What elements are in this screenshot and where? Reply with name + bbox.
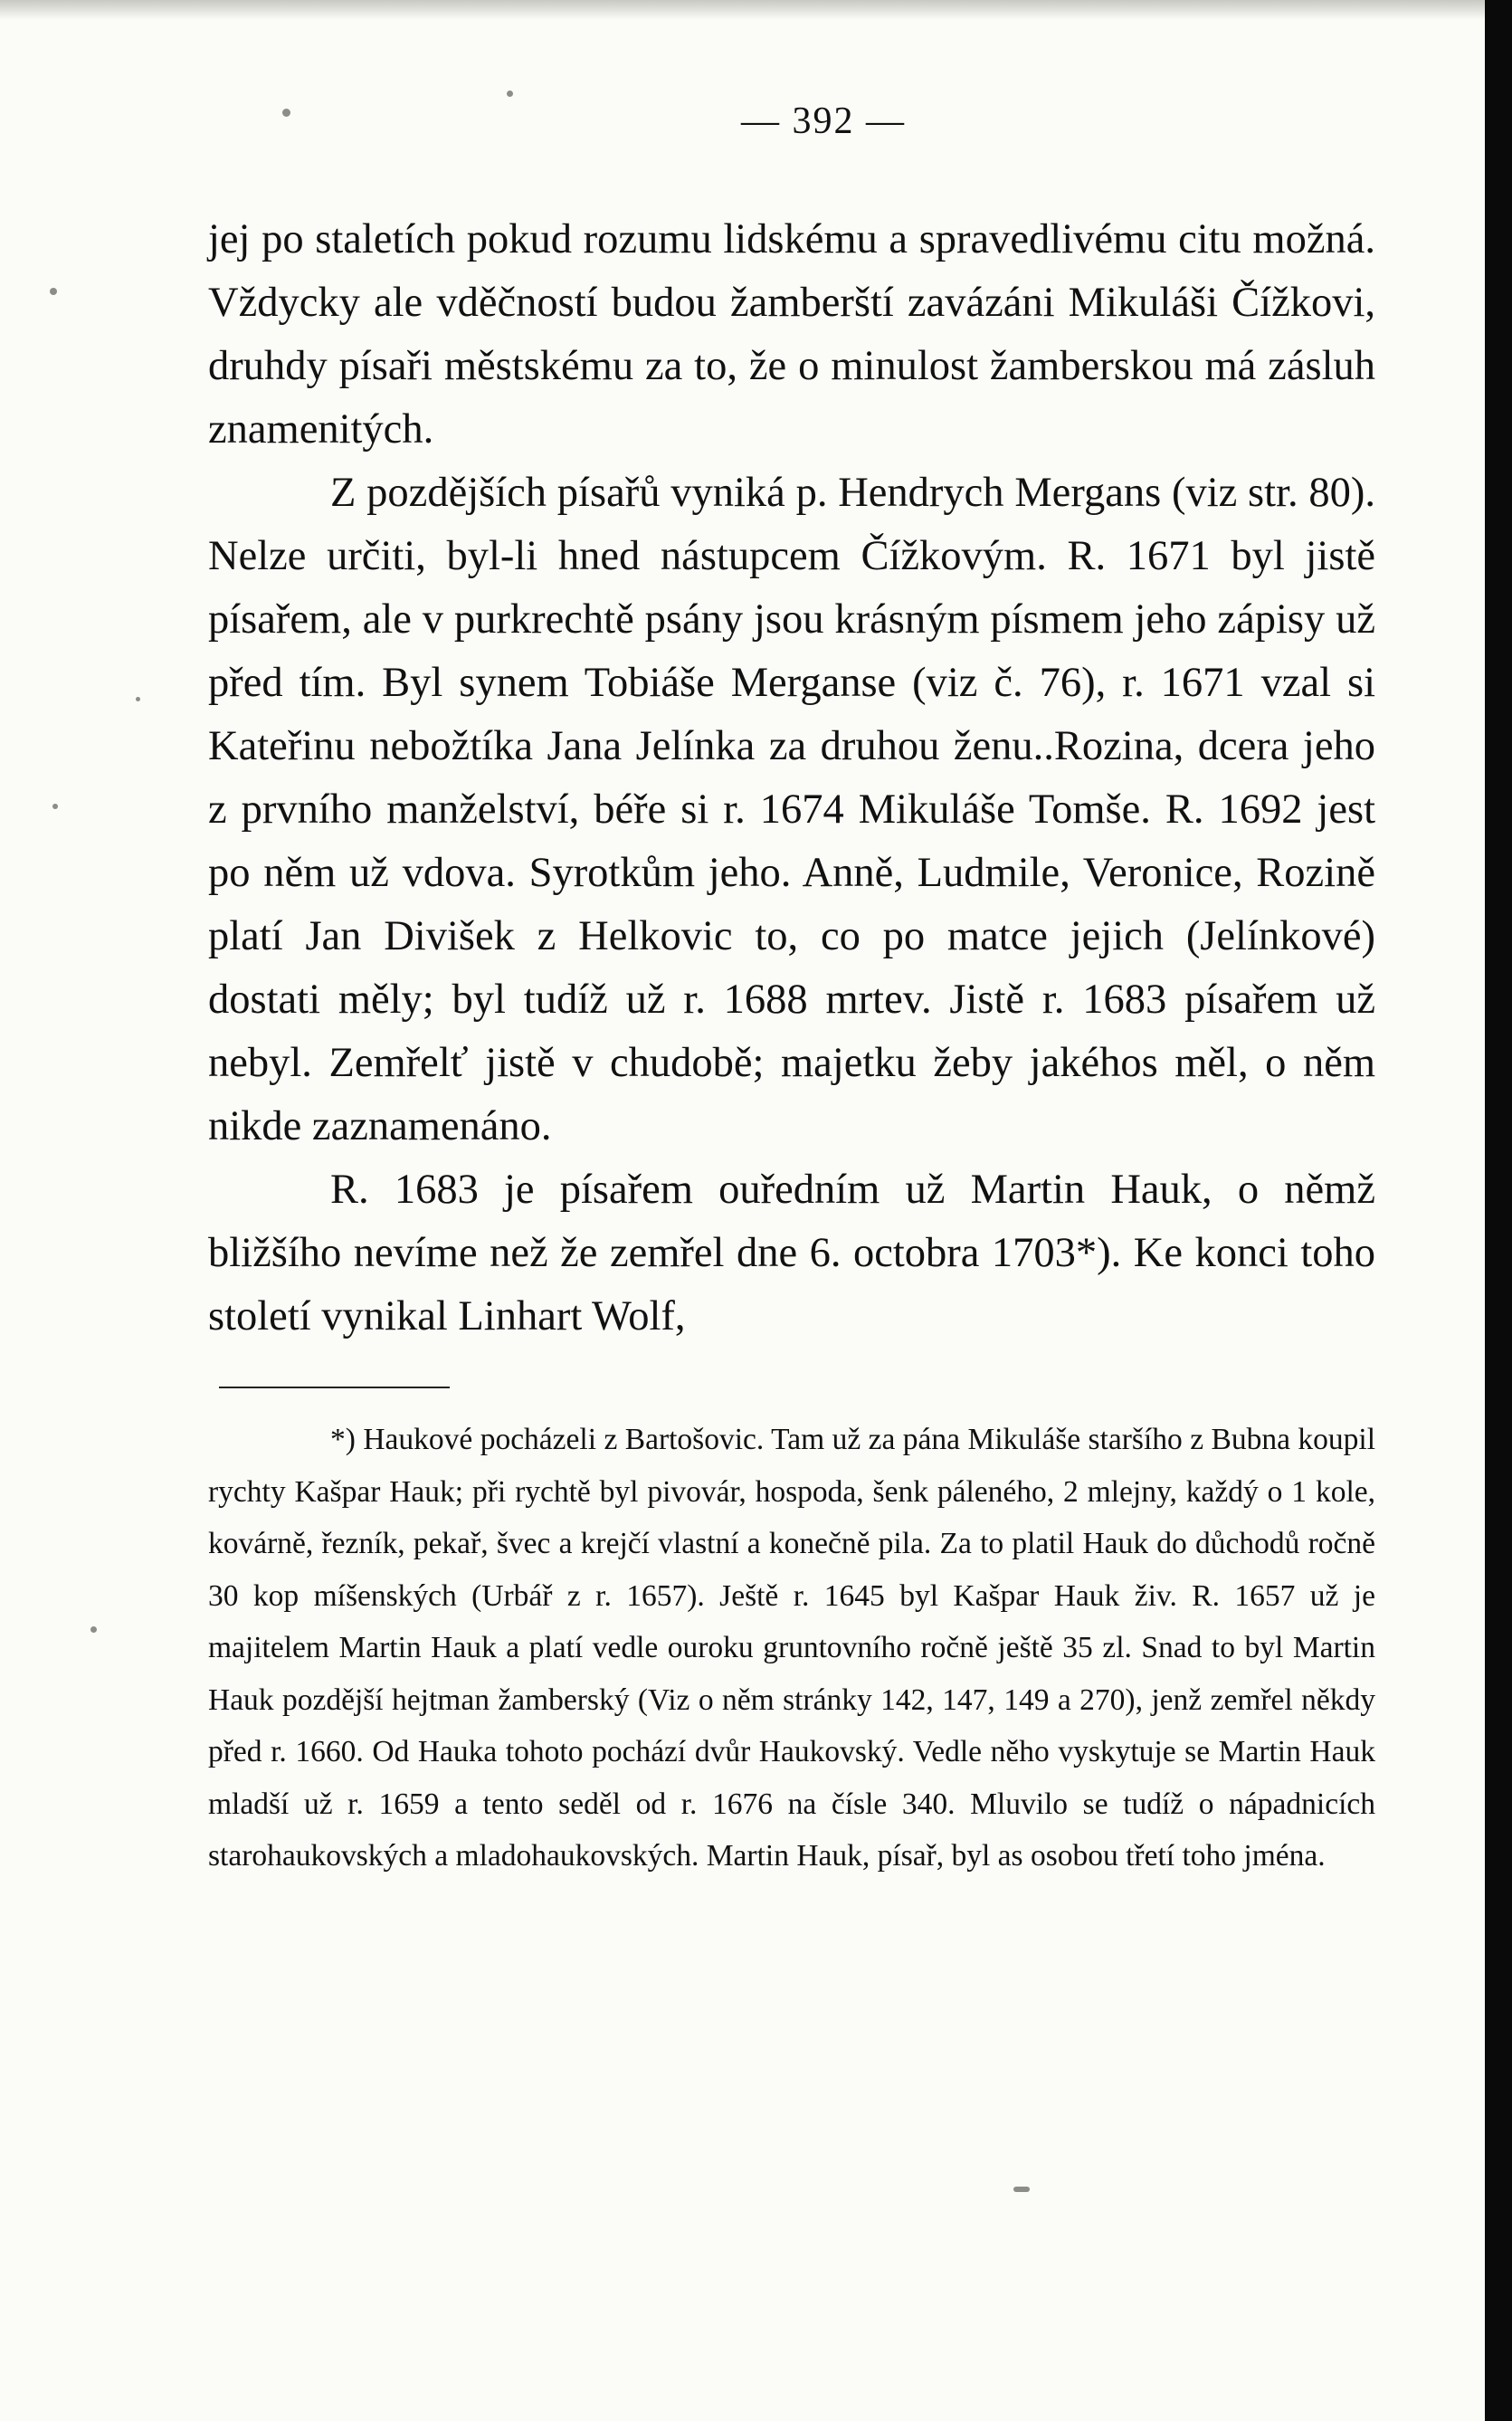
scan-speck [50,288,57,295]
scan-speck [1013,2187,1030,2192]
footnote-divider [219,1387,450,1388]
scan-speck [52,804,58,809]
scan-speck [507,91,513,97]
paragraph: R. 1683 je písařem ouředním už Martin Hauk, o němž bližšího nevíme než že zemřel dne 6. octobra 1703*). Ke konci toho století vynikal Linhart Wolf, [208,1167,1375,1339]
scan-top-edge [0,0,1512,20]
page-number: — 392 — [741,100,906,142]
main-text [208,208,1375,1349]
footnote-text: *) Haukové pocházeli z Bartošovic. Tam už za pána Mikuláše staršího z Bubna koupil rychty Kašpar Hauk; při rychtě byl pivovár, hospoda, šenk páleného, 2 mlejny, každý o 1 kole, kovárně, řezník, pekař, švec a krejčí vlastní a konečně pila. Za to platil Hauk do důchodů ročně 30 kop míšenských (Urbář z r. 1657). Ještě r. 1645 byl Kašpar Hauk živ. R. 1657 už je majitelem Martin Hauk a platí vedle ouroku gruntovního ročně ještě 35 zl. Snad to byl Martin Hauk pozdější hejtman žamberský (Viz o něm stránky 142, 147, 149 a 270), jenž zemřel někdy před r. 1660. Od Hauka tohoto pochází dvůr Haukovský. Vedle něho vyskytuje se Martin Hauk mladší už r. 1659 a tento seděl od r. 1676 na čísle 340. Mluvilo se tudíž o nápadnicích starohaukovských a mladohaukovských. Martin Hauk, písař, byl as osobou třetí toho jména. [208,1423,1375,1873]
paragraph: jej po staletích pokud rozumu lidskému a spravedlivému citu možná. Vždycky ale vděčností budou žamberští zavázáni Mikuláši Čížkovi, druhdy písaři městskému za to, že o minulost žamberskou má zásluh znamenitých. [208,216,1375,453]
scan-right-border [1485,0,1512,2421]
footnote [208,1414,1375,1882]
page-content [208,100,1375,1882]
scan-speck [136,697,140,701]
scan-speck [90,1626,97,1633]
paragraph: Z pozdějších písařů vyniká p. Hendrych Mergans (viz str. 80). Nelze určiti, byl-li hned nástupcem Čížkovým. R. 1671 byl jistě písařem, ale v purkrechtě psány jsou krásným písmem jeho zápisy už před tím. Byl synem Tobiáše Merganse (viz č. 76), r. 1671 vzal si Kateřinu nebožtíka Jana Jelínka za druhou ženu..Rozina, dcera jeho z prvního manželství, béře si r. 1674 Mikuláše Tomše. R. 1692 jest po něm už vdova. Syrotkům jeho. Anně, Ludmile, Veronice, Rozině platí Jan Divišek z Helkovic to, co po matce jejich (Jelínkové) dostati měly; byl tudíž už r. 1688 mrtev. Jistě r. 1683 písařem už nebyl. Zemřelť jistě v chudobě; majetku žeby jakéhos měl, o něm nikde zaznamenáno. [208,470,1375,1149]
